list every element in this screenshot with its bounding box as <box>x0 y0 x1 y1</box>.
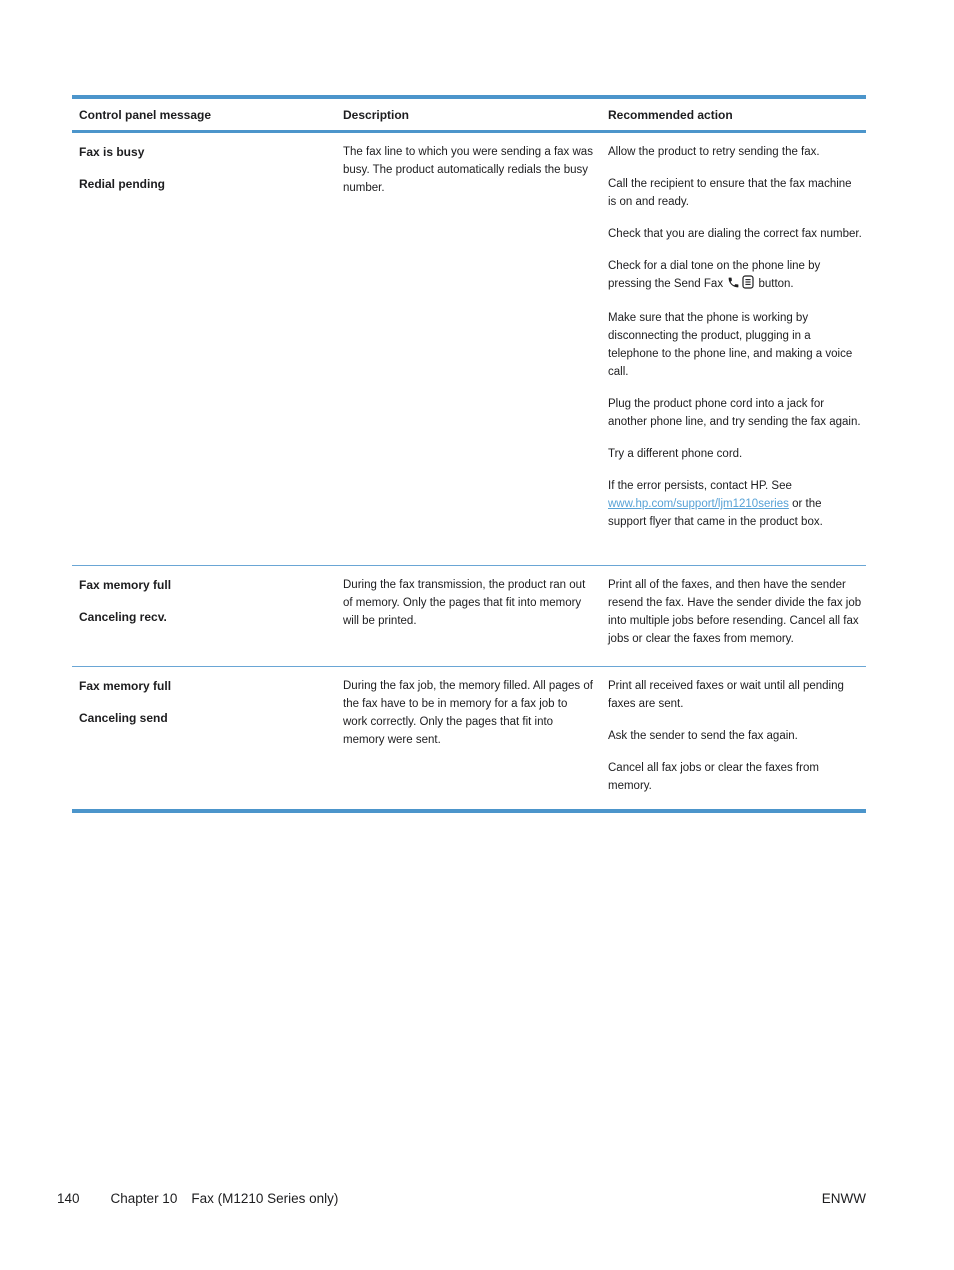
table-row-fax-memory-full-recv <box>72 565 866 666</box>
table-header-row <box>72 99 866 133</box>
cell-actions <box>608 143 866 565</box>
action-paragraph: Call the recipient to ensure that the fax machine is on and ready. <box>608 178 852 208</box>
action-paragraph: Print all received faxes or wait until all pending faxes are sent. <box>608 680 844 710</box>
message-line: Canceling send <box>79 711 168 725</box>
message-line: Fax memory full <box>79 679 172 693</box>
message-line: Fax is busy <box>79 145 145 159</box>
cell-actions <box>608 677 866 809</box>
action-text: Check for a dial tone on the phone line by pressing the Send Fax <box>608 260 821 290</box>
control-panel-message-table <box>72 95 866 813</box>
cell-message <box>72 576 343 666</box>
description-text: The fax line to which you were sending a fax was busy. The product automatically redials the busy number. <box>343 146 593 194</box>
document-page-icon <box>742 275 754 295</box>
message-line: Redial pending <box>79 177 166 191</box>
edition-code: ENWW <box>821 1191 866 1206</box>
action-paragraph: Ask the sender to send the fax again. <box>608 730 798 742</box>
cell-description <box>343 677 608 809</box>
description-text: During the fax job, the memory filled. All pages of the fax have to be in memory for a fax job to work correctly. Only the pages that fit into memory were sent. <box>343 680 593 746</box>
page-footer <box>57 1190 866 1208</box>
cell-description <box>343 576 608 666</box>
chapter-title: Fax (M1210 Series only) <box>191 1191 339 1206</box>
header-description: Description <box>343 108 410 122</box>
action-paragraph: Plug the product phone cord into a jack for another phone line, and try sending the fax again. <box>608 398 861 428</box>
description-text: During the fax transmission, the product ran out of memory. Only the pages that fit into memory will be printed. <box>343 579 586 627</box>
support-url-link[interactable]: www.hp.com/support/ljm1210series <box>608 498 789 510</box>
cell-actions <box>608 576 866 666</box>
action-text: or the support flyer that came in the product box. <box>608 498 823 528</box>
page-number: 140 <box>57 1191 80 1206</box>
action-paragraph <box>608 257 862 295</box>
cell-message <box>72 677 343 809</box>
cell-description <box>343 143 608 565</box>
action-paragraph: Make sure that the phone is working by disconnecting the product, plugging in a telephone to the phone line, and making a voice call. <box>608 312 853 378</box>
header-recommended-action: Recommended action <box>608 108 733 122</box>
message-line: Fax memory full <box>79 578 172 592</box>
action-text: If the error persists, contact HP. See <box>608 480 792 492</box>
action-paragraph: Cancel all fax jobs or clear the faxes from memory. <box>608 762 819 792</box>
chapter-label: Chapter 10 <box>110 1191 178 1206</box>
action-paragraph <box>608 477 862 531</box>
phone-handset-icon <box>727 276 740 295</box>
action-paragraph: Allow the product to retry sending the fax. <box>608 146 820 158</box>
table-row-fax-memory-full-send <box>72 666 866 809</box>
table-row-fax-is-busy <box>72 133 866 565</box>
header-control-panel-message: Control panel message <box>79 108 212 122</box>
action-paragraph: Try a different phone cord. <box>608 448 743 460</box>
action-paragraph: Check that you are dialing the correct fax number. <box>608 228 862 240</box>
cell-message <box>72 143 343 565</box>
action-text: button. <box>755 278 794 290</box>
message-line: Canceling recv. <box>79 610 167 624</box>
action-paragraph: Print all of the faxes, and then have the sender resend the fax. Have the sender divide the fax job into multiple jobs before resending. Cancel all fax jobs or clear the faxes from memory. <box>608 579 862 645</box>
